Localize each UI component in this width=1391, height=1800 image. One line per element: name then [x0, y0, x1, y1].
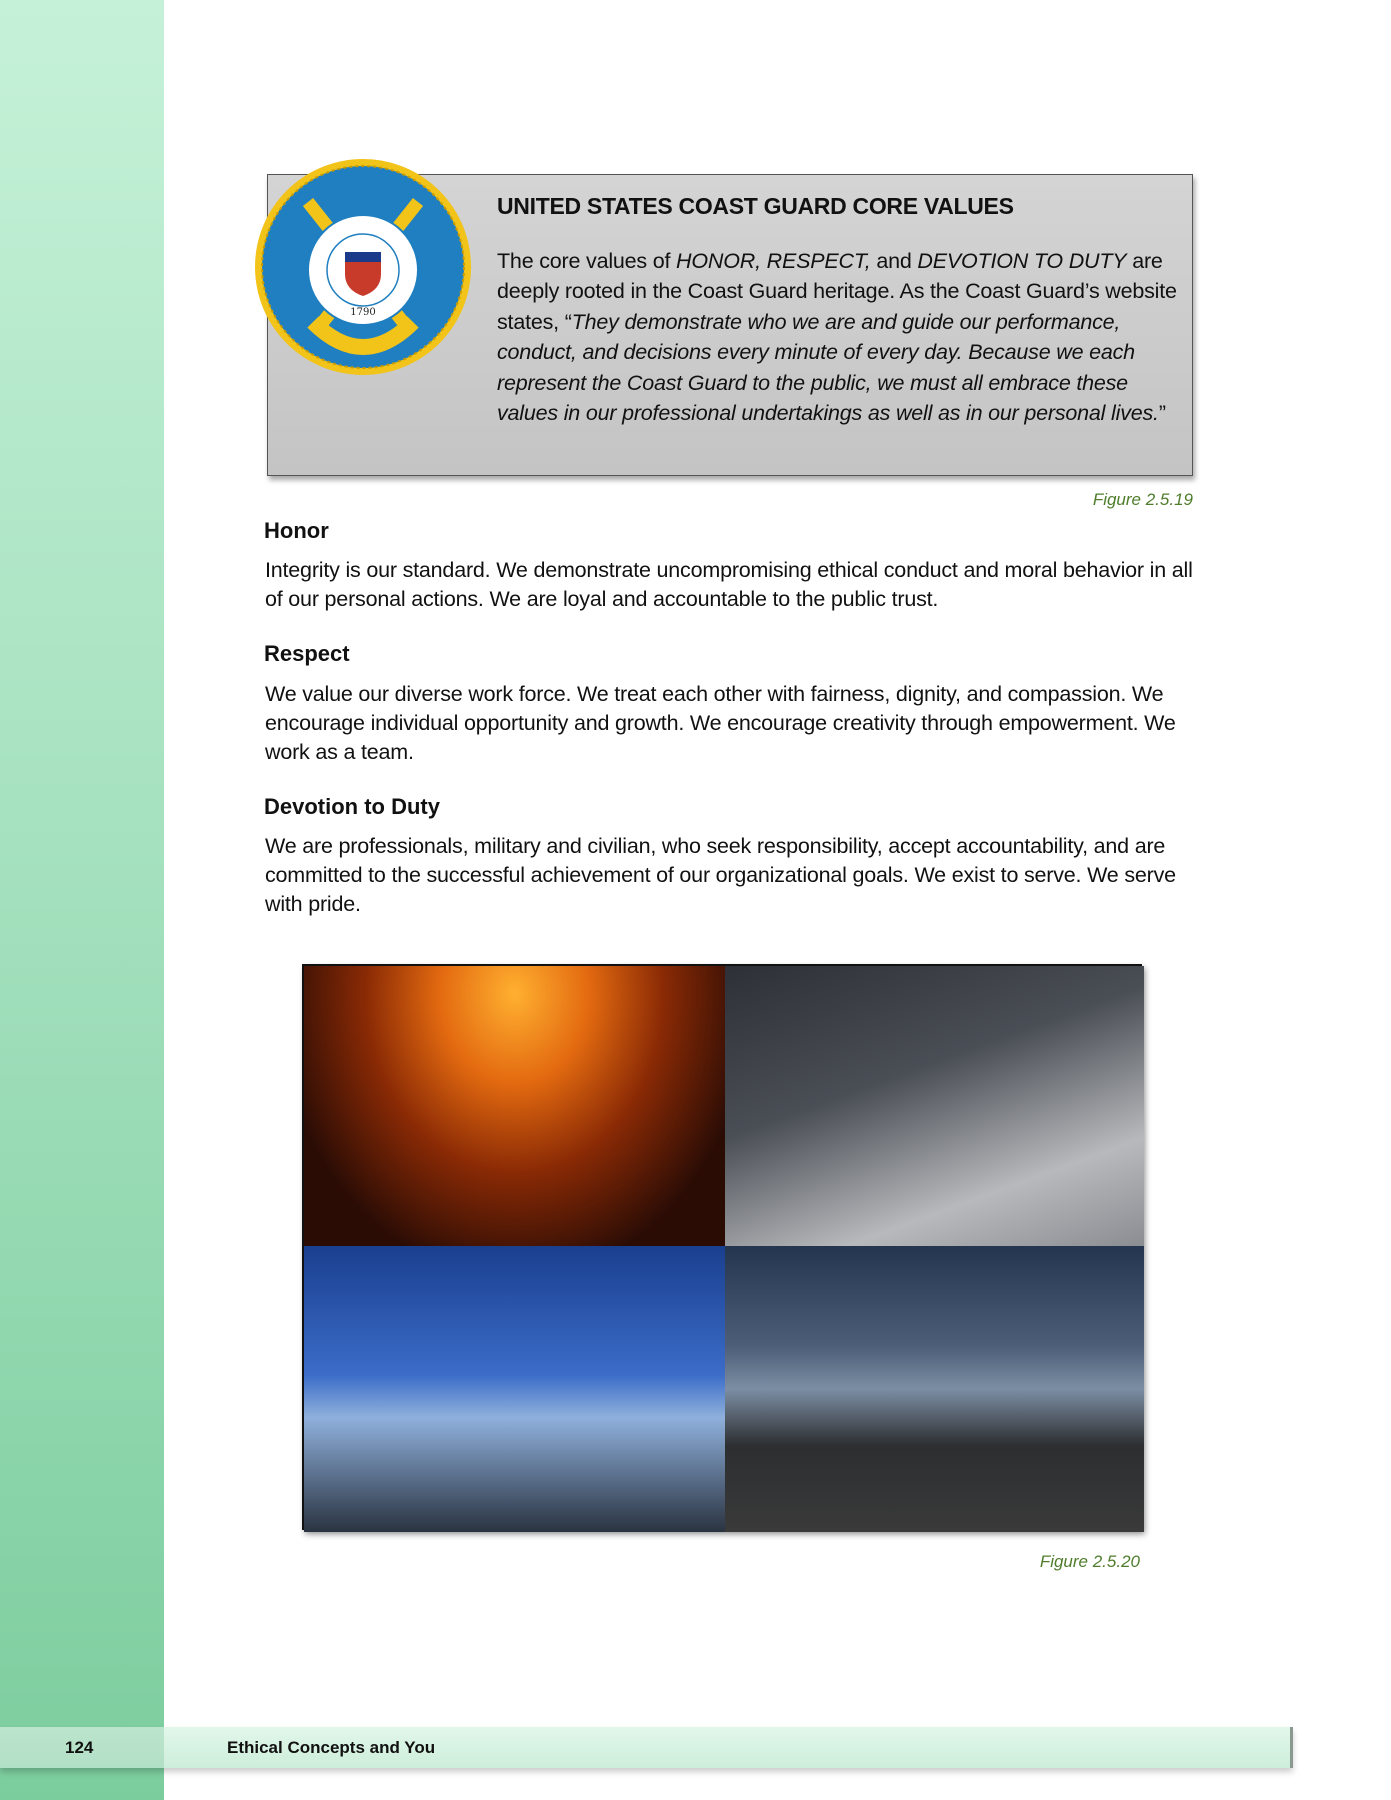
photo-caption: Figure 2.5.20	[1039, 1552, 1140, 1571]
photo-collage	[302, 964, 1142, 1530]
photo-rescue-crew	[725, 966, 1144, 1246]
callout-body-segment: They demonstrate who we are and guide our performance, conduct, and decisions every minute of every day. Because we each represent the Coast Guard to the public, we must all embrace these values in our professional undertakings as well as in our personal lives.	[497, 309, 1159, 426]
figure-caption: Figure 2.5.19	[1092, 490, 1193, 509]
callout-body-segment: and	[870, 249, 918, 273]
section-heading-honor: Honor	[264, 518, 329, 543]
coast-guard-seal-icon	[253, 157, 473, 377]
callout-body-segment: ”	[1158, 401, 1166, 426]
photo-firefighting	[304, 966, 725, 1246]
callout-body-segment: HONOR, RESPECT,	[676, 249, 871, 273]
photo-crew-on-deck	[304, 1246, 725, 1532]
callout-body	[497, 246, 1187, 428]
footer-title: Ethical Concepts and You	[227, 1738, 436, 1757]
svg-text:1790: 1790	[350, 307, 376, 318]
section-heading-respect: Respect	[264, 641, 350, 666]
page-number: 124	[65, 1738, 94, 1757]
callout-body-segment: The core values of	[497, 249, 677, 273]
page-footer	[0, 1727, 1293, 1768]
section-text-honor: Integrity is our standard. We demonstrate uncompromising ethical conduct and moral behavior in all of our personal actions. We are loyal and accountable to the public trust.	[265, 558, 1193, 611]
page-sidebar	[0, 0, 164, 1800]
callout-body-segment: are deeply rooted in the Coast Guard heritage. As the Coast Guard’s website states, “	[497, 249, 1177, 334]
section-text-respect: We value our diverse work force. We treat each other with fairness, dignity, and compassion. We encourage individual opportunity and growth. We encourage creativity through empowerment. We work as a team.	[265, 682, 1176, 764]
section-heading-devotion: Devotion to Duty	[264, 794, 440, 819]
photo-cutter-skyline	[725, 1246, 1144, 1532]
section-text-devotion: We are professionals, military and civilian, who seek responsibility, accept accountability, and are committed to the successful achievement of our organizational goals. We exist to serve. We serve with pride.	[265, 834, 1176, 916]
callout-body-segment: DEVOTION TO DUTY	[917, 249, 1127, 273]
callout-title: UNITED STATES COAST GUARD CORE VALUES	[497, 193, 1014, 219]
